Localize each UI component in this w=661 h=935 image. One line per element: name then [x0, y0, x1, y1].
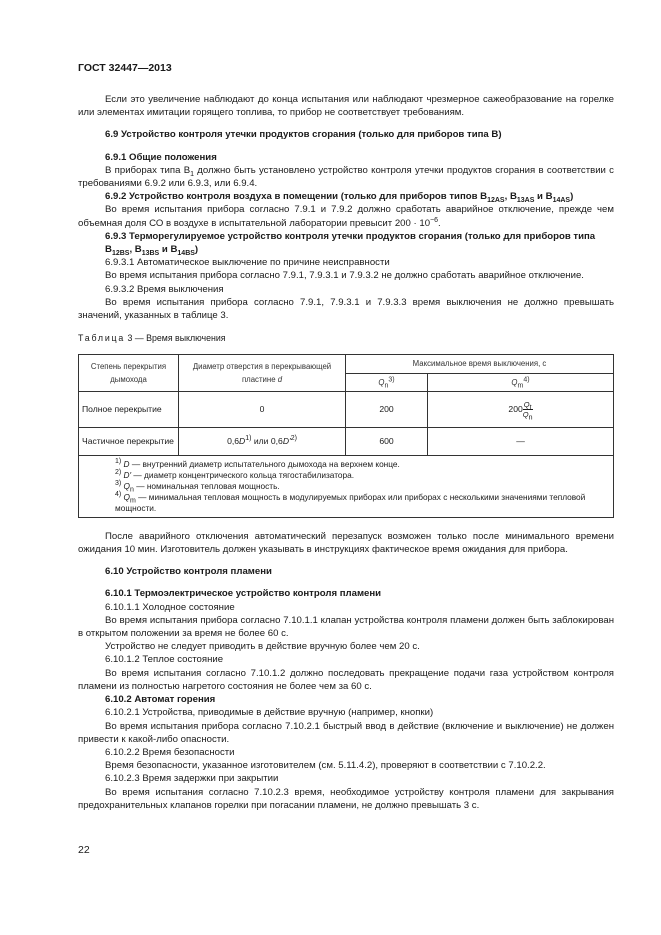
footnote: $^{3)}$ $Q_n$ — номинальная тепловая мощность. [115, 480, 280, 494]
paragraph: В приборах типа $В_1$ должно быть установлено устройство контроля утечки продуктов сгорания в соответствии с требованиями 6.9.2 или 6.9.3, или 6.9.4. [78, 164, 614, 190]
paragraph: Если это увеличение наблюдают до конца испытания или наблюдают чрезмерное сажеобразование на горелке или элементах имитации горящего топлива, то прибор не соответствует требованиям. [78, 94, 614, 119]
table-header-row [79, 355, 614, 373]
paragraph: Во время испытания прибора согласно 7.9.1 и 7.9.2 должно сработать аварийное отключение, прежде чем объемная доля СО в воздухе в испытательной лаборатории превысит $200 \cdot 10^{-6}$. [78, 204, 614, 229]
page-content [78, 93, 614, 812]
table-notes-row [79, 455, 614, 517]
paragraph: После аварийного отключения автоматический перезапуск возможен только после минимального времени ожидания 10 мин. Изготовитель должен указывать в инструкциях фактическое время ожидания для прибора. [78, 530, 614, 556]
table-row [79, 427, 614, 455]
standard-header: ГОСТ 32447—2013 [78, 62, 172, 74]
section-heading-6-10-2: 6.10.2 Автомат горения [105, 694, 216, 706]
header-cell-qm: $Q_m^{4)}$ [428, 373, 614, 391]
cell-qm: — [428, 427, 614, 455]
row-label: Частичное перекрытие [79, 427, 179, 455]
section-heading-6-10: 6.10 Устройство контроля пламени [105, 566, 272, 578]
section-heading-6-9-1: 6.9.1 Общие положения [105, 151, 217, 163]
section-heading-6-10-1: 6.10.1 Термоэлектрическое устройство контроля пламени [105, 588, 382, 600]
table-row [79, 391, 614, 427]
section-heading-6-9: 6.9 Устройство контроля утечки продуктов сгорания (только для приборов типа В) [105, 129, 502, 141]
paragraph: Во время испытания согласно 7.10.1.2 должно последовать прекращение подачи газа устройством контроля пламени из полностью нагретого состояния не более чем за 60 с. [78, 667, 614, 692]
footnote: $^{1)}$ D — внутренний диаметр испытательного дымохода на верхнем конце. [115, 458, 400, 469]
cell-qn: 200 [346, 391, 428, 427]
cell-qm: 200 $\frac{Q_t}{Q_n}$ [428, 391, 614, 427]
header-cell: Максимальное время выключения, с [346, 355, 614, 373]
cell-d: 0 [179, 391, 346, 427]
header-cell: Степень перекрытия дымохода [79, 355, 179, 391]
subsection-title: 6.10.2.3 Время задержки при закрытии [105, 773, 279, 785]
footnote: $^{4)}$ $Q_m$ — минимальная тепловая мощность в модулируемых приборах или приборах с несколькими значениями тепловой мощности. [115, 491, 586, 513]
header-cell: Диаметр отверстия в перекрывающей пластине d [179, 355, 346, 391]
subsection-title: 6.9.3.1 Автоматическое выключение по причине неисправности [105, 257, 390, 269]
paragraph: Устройство не следует приводить в действие вручную более чем 20 с. [105, 641, 420, 653]
cell-d: $0,6D^{1)}$ или $0,6D'^{2)}$ [179, 427, 346, 455]
paragraph: Во время испытания прибора согласно 7.9.1, 7.9.3.1 и 7.9.3.2 не должно сработать аварийное отключение. [105, 270, 584, 282]
footnote: $^{2)}$ D' — диаметр концентрического кольца тягостабилизатора. [115, 469, 355, 480]
paragraph: Во время испытания согласно 7.10.2.3 время, необходимое устройству контроля пламени для закрывания предохранительных клапанов горелки при погасании пламени, не должно превышать 3 с. [78, 786, 614, 811]
fraction: $\frac{Q_t}{Q_n}$ [522, 399, 533, 422]
paragraph: Во время испытания прибора согласно 7.10.2.1 быстрый ввод в действие (включение и выключение) не должен привести к какой-либо опасности. [78, 720, 614, 745]
cell-qn: 600 [346, 427, 428, 455]
subsection-title: 6.10.1.2 Теплое состояние [105, 654, 224, 666]
table-caption: Таблица 3 — Время выключения [78, 333, 226, 344]
paragraph: Во время испытания прибора согласно 7.10.1.1 клапан устройства контроля пламени должен быть заблокирован в открытом положении за время не более 60 с. [78, 614, 614, 640]
subsection-title: 6.10.2.2 Время безопасности [105, 746, 235, 758]
header-cell-qn: $Q_n^{3)}$ [346, 373, 428, 391]
table-notes [79, 455, 614, 517]
subsection-title: 6.10.1.1 Холодное состояние [105, 601, 235, 613]
shutoff-time-table [78, 354, 614, 517]
section-heading-6-9-3: 6.9.3 Терморегулируемое устройство контроля утечки продуктов сгорания (только для приборов типа $В_{12BS}$, $В_{13BS}$ и $В_{14BS}$) [105, 230, 596, 257]
paragraph: Время безопасности, указанное изготовителем (см. 5.11.4.2), проверяют в соответствии с 7.10.2.2. [105, 760, 546, 772]
subsection-title: 6.9.3.2 Время выключения [105, 283, 224, 295]
row-label: Полное перекрытие [79, 391, 179, 427]
paragraph: Во время испытания прибора согласно 7.9.1, 7.9.3.1 и 7.9.3.3 время выключения не должно превышать значений, указанных в таблице 3. [78, 296, 614, 322]
subsection-title: 6.10.2.1 Устройства, приводимые в действие вручную (например, кнопки) [105, 707, 434, 719]
page-number: 22 [78, 844, 90, 856]
section-heading-6-9-2: 6.9.2 Устройство контроля воздуха в помещении (только для приборов типов $В_{12AS}$, $В_{13AS}$ и $В_{14AS}$) [105, 191, 574, 205]
